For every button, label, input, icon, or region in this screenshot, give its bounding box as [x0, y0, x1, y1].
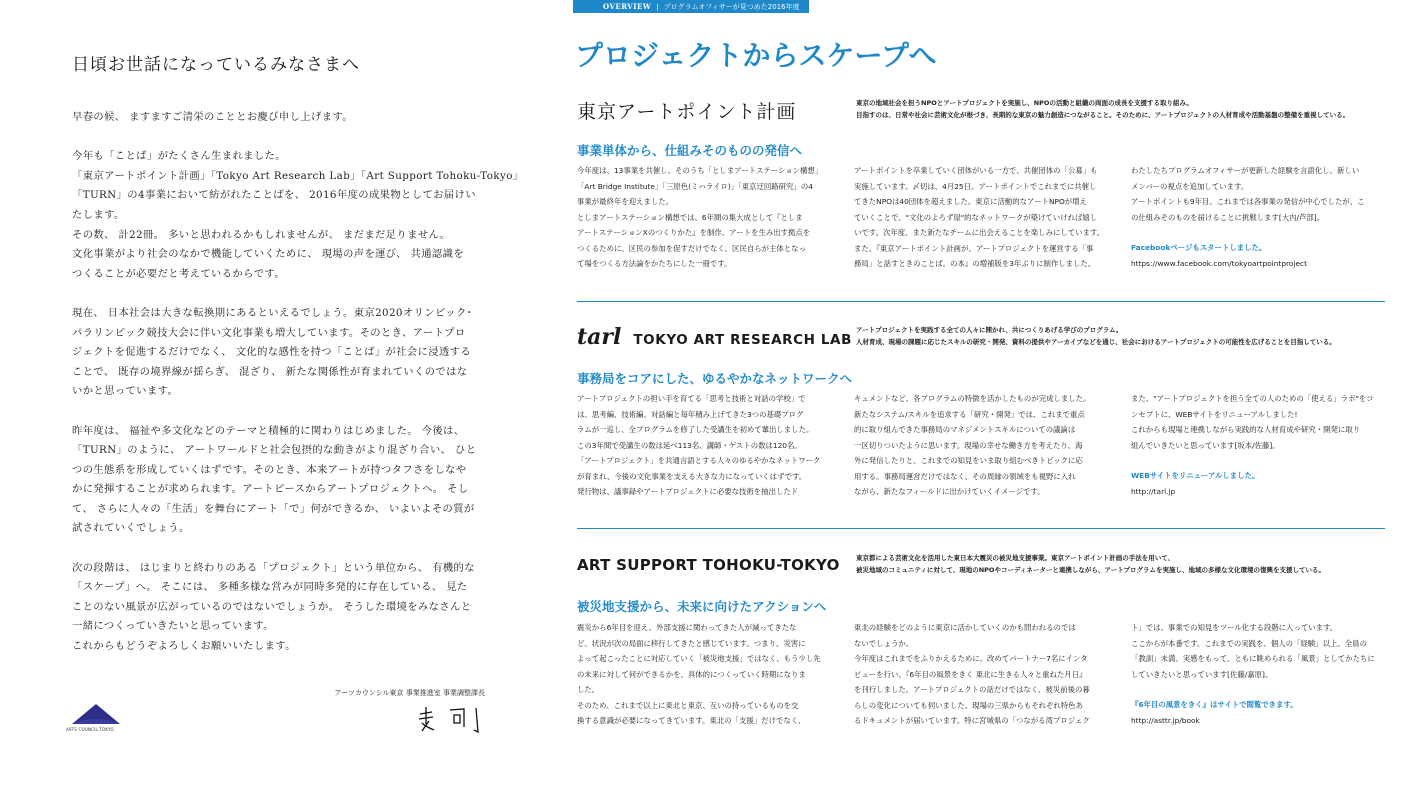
column-line: ト」では、事業での知見をツール化する段階に入っています。	[1131, 623, 1338, 632]
column-3-text	[1131, 163, 1387, 225]
letter-line: 文化事業がより社会のなかで機能していくために、 現場の声を運び、 共通認識を	[72, 248, 465, 261]
facebook-link-url[interactable]: https://www.facebook.com/tokyoartpointproject	[1131, 258, 1307, 268]
column-line: よって起こったことに対応していく「被災地支援」ではなく、もう少し先	[577, 654, 821, 663]
facebook-link-title[interactable]: Facebookページもスタートしました。	[1131, 243, 1267, 252]
book-link-title[interactable]: 『6年目の風景をきく』はサイトで閲覧できます。	[1131, 700, 1298, 709]
column-line: そのため、これまで以上に東北と東京、互いの持っているものを交	[577, 700, 799, 710]
letter-line: ことのない風景が広がっているのではないでしょうか。 そうした環境をみなさんと	[72, 600, 472, 613]
column-3	[1131, 620, 1387, 728]
letter-paragraph	[72, 304, 487, 402]
overview-bar	[573, 0, 809, 13]
column-line: 用する。事務局運営だけではなく、その周縁の領域をも視野に入れ	[854, 471, 1076, 481]
column-line: していきたいと思っています[佐藤/嘉原]。	[1131, 669, 1273, 679]
letter-paragraph	[72, 422, 487, 540]
signature-title: アーツカウンシル東京 事業推進室 事業調整課長	[334, 689, 485, 697]
web-link-url[interactable]: http://tarl.jp	[1131, 486, 1176, 496]
page-headline: プロジェクトからスケープへ	[575, 39, 937, 72]
column-line: これからも現場と連携しながら実践的な人材育成や研究・開発に取り	[1131, 425, 1361, 434]
overview-sublabel: プログラムオフィサーが見つめた2016年度	[663, 3, 800, 11]
column-3	[1131, 163, 1387, 271]
column-line: ていくことで、"文化のよろず屋"的なネットワークが築けていければ嬉し	[854, 212, 1098, 222]
letter-line: いかと思っています。	[72, 385, 179, 398]
column-line: 換する意識が必要になってきています。東北の「支援」だけでなく、	[577, 716, 806, 725]
section-subheading: 事務局をコアにした、ゆるやかなネットワークへ	[577, 371, 853, 386]
letter-line: 昨年度は、 福祉や多文化などのテーマと積極的に関わりはじめました。 今後は、	[72, 424, 465, 437]
overview-separator: |	[656, 3, 659, 11]
section-description	[856, 324, 1336, 348]
overview-label: OVERVIEW	[603, 2, 652, 11]
arts-council-tokyo-logo-text: ARTS COUNCIL TOKYO	[66, 727, 114, 732]
letter-line: 「TURN」の4事業において紡がれたことばを、 2016年度の成果物としてお届けい	[72, 189, 476, 202]
column-line: は、思考編、技術編、対話編と毎年積み上げてきた3つの基礎プログ	[577, 409, 804, 419]
description-line: 東京の地域社会を担うNPOとアートプロジェクトを実施し、NPOの活動と組織の両面の成長を支援する取り組み。	[856, 99, 1193, 107]
letter-line: パラリンピック競技大会に伴い文化事業も増大しています。そのとき、アートプロ	[72, 326, 466, 339]
column-line: るドキュメントが届いています。特に宮城県の「つながる湾プロジェク	[854, 716, 1090, 725]
column-line: ンセプトに、WEBサイトをリニューアルしました!	[1131, 409, 1298, 419]
section-subheading: 被災地支援から、未来に向けたアクションへ	[577, 599, 827, 614]
section-divider	[577, 528, 1385, 529]
column-line: 新たなシステム/スキルを追求する「研究・開発」では、これまで重点	[854, 409, 1085, 419]
letter-title: 日頃お世話になっているみなさまへ	[72, 55, 360, 75]
tokyo-artpoint-logo: 東京アートポイント計画	[577, 101, 797, 123]
column-line: 務局」と話すときのことば。の本』の増補版を3年ぶりに制作しました。	[854, 259, 1096, 268]
letter-line: 次の段階は、 はじまりと終わりのある「プロジェクト」という単位から、 有機的な	[72, 561, 475, 574]
column-line: て場をつくる方法論をかたちにした一冊です。	[577, 259, 732, 268]
column-line: てきたNPOは40団体を超えました。東京に活動的なアートNPOが増え	[854, 197, 1087, 206]
letter-line: 「スケープ」へ。 そこには、 多種多様な営みが同時多発的に存在している、 見た	[72, 581, 468, 594]
column-line: ラムが一巡し、全プログラムを修了した受講生を初めて輩出しました。	[577, 425, 814, 434]
column-line: らしの変化についても伺いました。現場の三県からもそれぞれ特色あ	[854, 700, 1083, 710]
section-tarl	[577, 324, 1385, 514]
column-line: 「アートプロジェクト」を共通言語とする人々のゆるやかなネットワーク	[577, 456, 821, 465]
column-2	[854, 391, 1110, 500]
column-line: ど、状況が次の局面に移行してきたと感じています。つまり、災害に	[577, 638, 806, 648]
column-line: 的に取り組んできた事務局のマネジメントスキルについての議論は	[854, 425, 1076, 434]
book-link-url[interactable]: http://asttr.jp/book	[1131, 715, 1200, 725]
letter-paragraph	[72, 147, 524, 284]
letter-line: その数、 計22冊。 多いと思われるかもしれませんが、 まだまだ足りません。	[72, 228, 451, 241]
letter-paragraph	[72, 559, 487, 657]
column-line: が育まれ、今後の文化事業を支える大きな力になっていくはずです。	[577, 471, 807, 481]
column-line: キュメントなど、各プログラムの特徴を活かしたものが完成しました。	[854, 394, 1091, 403]
column-line: を刊行しました。アートプロジェクトの話だけではなく、被災前後の暮	[854, 685, 1090, 694]
signature-handwriting	[416, 704, 488, 738]
letter-line: 試されていくでしょう。	[72, 522, 190, 535]
column-3-text	[1131, 620, 1387, 682]
column-line: の未来に対して何ができるかを、具体的につくっていく時期になりま	[577, 669, 806, 679]
column-3-text	[1131, 391, 1387, 453]
letter-line: て、 さらに人々の「生活」を舞台にアート「で」何ができるか、 いよいよその質が	[72, 502, 475, 515]
column-1	[577, 163, 832, 272]
column-line: 一区切りついたように思います。現場の幸せな働き方を考えたり、海	[854, 440, 1083, 450]
column-1	[577, 391, 832, 500]
description-line: 目指すのは、日常や社会に芸術文化が根づき、長期的な東京の魅力創造につながること。そのために、アートプロジェクトの人材育成や活動基盤の整備を重視している。	[856, 111, 1350, 119]
column-line: の仕組みそのものを届けることに挑戦します[大内/芦部]。	[1131, 212, 1325, 222]
column-line: 今年度はこれまでをふりかえるために、改めてパートナー7名にインタ	[854, 654, 1088, 663]
letter-line: つの生態系を形成していくはずです。そのとき、本来アートが持つタフさをしなや	[72, 463, 467, 476]
column-line: この3年間で受講生の数は延べ113名、講師・ゲストの数は120名。	[577, 440, 802, 450]
column-1	[577, 620, 832, 729]
column-line: 発行物は、議事録やアートプロジェクトに必要な技術を抽出したド	[577, 487, 799, 496]
column-line: ながら、新たなフィールドに出かけていくイメージです。	[854, 487, 1045, 496]
letter-body	[72, 108, 524, 676]
column-line: した。	[577, 685, 600, 694]
column-line: としまアートステーション構想では、6年間の集大成として『としま	[577, 212, 803, 222]
column-line: また、『東京アートポイント計画が、アートプロジェクトを運営する「事	[854, 243, 1094, 253]
column-line: また、"アートプロジェクトを担う全ての人のための「使える」ラボ"をコ	[1131, 394, 1374, 403]
column-line: 「Art Bridge Institute」「三原色(ミハライロ)」「東京迂回路研究」の4	[577, 181, 813, 191]
art-support-tohoku-tokyo-logo: ART SUPPORT TOHOKU-TOKYO	[577, 556, 840, 574]
letter-line: 「東京アートポイント計画」「Tokyo Art Research Lab」「Art Support Tohoku-Tokyo」	[72, 169, 524, 182]
description-line: 被災地域のコミュニティに対して、現地のNPOやコーディネーターと連携しながら、アートプログラムを実施し、地域の多様な文化環境の復興を支援している。	[856, 566, 1325, 574]
column-line: アートプロジェクトの担い手を育てる「思考と技術と対話の学校」で	[577, 394, 806, 403]
section-art-support-tohoku-tokyo	[577, 552, 1385, 742]
letter-paragraph	[72, 108, 487, 128]
column-line: 「教訓」未満、実感をもって、ともに眺められる「風景」としてかたちに	[1131, 654, 1375, 663]
letter-line: 現在、 日本社会は大きな転換期にあるといえるでしょう。東京2020オリンピック･	[72, 306, 473, 319]
column-line: 外に発信したりと、これまでの知見をいま取り組むべきトピックに応	[854, 456, 1083, 465]
column-line: わたしたちプログラムオフィサーが更新した経験を言語化し、新しい	[1131, 166, 1360, 175]
column-line: アートポイントを卒業していく団体がいる一方で、共催団体の「公募」も	[854, 166, 1098, 175]
column-line: ビューを行い、『6年目の風景をきく 東北に生きる人々と重ねた月日』	[854, 669, 1087, 679]
column-line: 今年度は、13事業を共催し、そのうち「としまアートステーション構想」	[577, 166, 823, 175]
column-line: 震災から6年目を迎え、外部支援に関わってきた人が減ってきたな	[577, 623, 797, 632]
letter-line: ジェクトを促進するだけでなく、 文化的な感性を持つ「ことば」が社会に浸透する	[72, 346, 472, 359]
tarl-logo	[577, 324, 852, 350]
section-description	[856, 552, 1325, 576]
letter-line: 早春の候、 ますますご清栄のこととお慶び申し上げます。	[72, 111, 353, 123]
description-line: 人材育成、現場の課題に応じたスキルの研究・開発、資料の提供やアーカイブなどを通じ、社会におけるアートプロジェクトの可能性を広げることを目指している。	[856, 338, 1336, 346]
letter-line: 今年も「ことば」がたくさん生まれました。	[72, 150, 286, 163]
column-line: ここからが本番です。これまでの実践を、個人の「経験」以上、全員の	[1131, 638, 1367, 648]
column-line: 実施しています。〆切は、4月25日。アートポイントでこれまでに共催し	[854, 181, 1097, 191]
arts-council-tokyo-logo	[70, 700, 122, 730]
column-3	[1131, 391, 1387, 499]
column-line: 東北の経験をどのように東京に活かしていくのかも問われるのでは	[854, 623, 1076, 632]
description-line: アートプロジェクトを実践する全ての人々に開かれ、共につくりあげる学びのプログラム。	[856, 326, 1123, 334]
letter-line: つくることが必要だと考えているからです。	[72, 267, 286, 280]
letter-line: ことで、 既存の境界線が揺らぎ、 混ざり、 新たな関係性が育まれていくのではな	[72, 365, 468, 378]
greeting-letter-page	[0, 0, 560, 785]
column-line: いです。次年度、また新たなチームに出会えることを楽しみにしています。	[854, 228, 1105, 237]
section-subheading: 事業単体から、仕組みそのものの発信へ	[577, 143, 803, 158]
section-divider	[577, 301, 1385, 302]
tarl-mark: tarl	[577, 324, 622, 350]
column-line: アートステーションXのつくりかた』を制作。アートを生み出す拠点を	[577, 228, 811, 237]
tarl-logo-text: TOKYO ART RESEARCH LAB	[633, 332, 852, 348]
letter-line: 「TURN」のように、 アートワールドと社会包摂的な動きがより混ざり合い、 ひと	[72, 444, 477, 457]
column-line: 事業が最終年を迎えました。	[577, 197, 674, 206]
letter-line: 一緒につくっていきたいと思っています。	[72, 620, 275, 633]
column-line: つくるために、区民の参加を促すだけでなく、区民自らが主体となっ	[577, 243, 806, 253]
letter-line: これからもどうぞよろしくお願いいたします。	[72, 640, 296, 653]
column-2	[854, 163, 1110, 272]
column-line: アートポイントも9年目。これまでは各事業の発信が中心でしたが、こ	[1131, 197, 1365, 206]
column-line: メンバーの視点を追加しています。	[1131, 181, 1249, 191]
letter-line: たします。	[72, 208, 125, 221]
section-description	[856, 97, 1349, 121]
description-line: 東京都による芸術文化を活用した東日本大震災の被災地支援事業。東京アートポイント計画の手法を用いて、	[856, 554, 1175, 562]
web-link-title[interactable]: WEBサイトをリニューアルしました。	[1131, 471, 1260, 480]
column-line: 組んでいきたいと思っています[坂本/佐藤]。	[1131, 440, 1280, 450]
column-2	[854, 620, 1110, 729]
letter-line: かに発揮することが求められます。アートピースからアートプロジェクトへ。 そし	[72, 483, 469, 496]
column-line: ないでしょうか。	[854, 638, 914, 648]
section-tokyo-artpoint	[577, 97, 1385, 287]
